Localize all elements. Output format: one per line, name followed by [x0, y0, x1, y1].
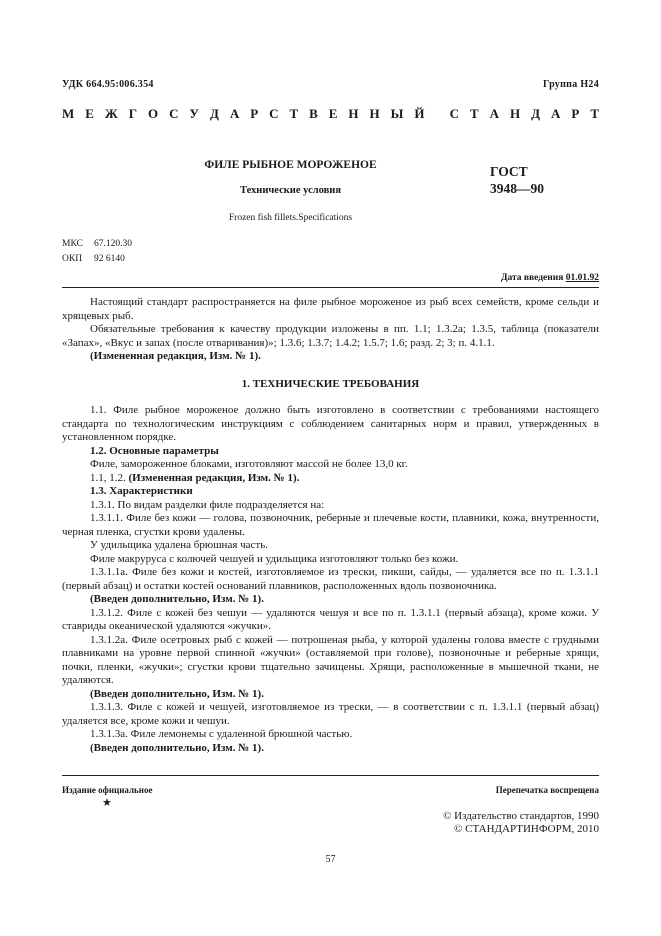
copyright-block — [443, 810, 599, 836]
interstate-standard-heading — [62, 106, 599, 122]
heading-letter: Т — [289, 106, 299, 121]
document-title: ФИЛЕ РЫБНОЕ МОРОЖЕНОЕ — [204, 159, 377, 171]
paragraph: Настоящий стандарт распространяется на филе рыбное мороженое из рыб всех семейств, кроме сельди и хрящевых рыб. — [62, 296, 599, 322]
heading-letter: Р — [571, 106, 580, 121]
heading-letter: Р — [250, 106, 259, 121]
paragraph: Обязательные требования к качеству продукции изложены в пп. 1.1; 1.3.2а; 1.3.5, таблица (показатели «Запах», «Вкус и запах (после отваривания)»; 1.3.6; 1.3.7; 1.4.2; 1.5.7; 1.6; разд. 2; 3; п. 4.1.1. — [62, 323, 599, 349]
heading-letter: Е — [85, 106, 94, 121]
subsection-heading: 1.2. Основные параметры — [90, 444, 219, 457]
heading-letter: Й — [414, 106, 425, 121]
official-edition-label: Издание официальное — [62, 785, 153, 795]
page-number: 57 — [325, 854, 336, 865]
heading-letter — [435, 106, 438, 122]
gost-code: 3948—90 — [490, 181, 544, 196]
heading-letter: Ы — [390, 106, 404, 121]
paragraph: 1.1. Филе рыбное мороженое должно быть изготовлено в соответствии с требованиями настоящего стандарта по технологическим инструкциям с соблюдением санитарных норм и правил, утвержденных в установленном порядке. — [62, 404, 599, 443]
mks-value: 67.120.30 — [94, 239, 132, 249]
heading-letter: Т — [590, 106, 599, 121]
heading-letter: У — [189, 106, 199, 121]
copyright-line: © Издательство стандартов, 1990 — [443, 810, 599, 822]
okp-value: 92 6140 — [94, 254, 125, 264]
paragraph: 1.3.1.1а. Филе без кожи и костей, изготовляемое из трески, пикши, сайды, — удаляется все по п. 1.3.1.1 (первый абзац) и остатки костей оснований плавников, расположенных вдоль позвоночника. — [62, 566, 599, 592]
heading-letter: Н — [510, 106, 521, 121]
paragraph: 1.3.1.2а. Филе осетровых рыб с кожей — потрошеная рыба, у которой удалены голова вместе с грудными плавниками на уровне первой спинной «жучки» (оставляемой при голове), позвоночные и реберные хрящи, почки, пленки, «жучки»; сгустки крови тщательно зачищены. Хрящи, расположенные в мышечной ткани, не удаляются. — [62, 633, 599, 686]
classification-codes — [62, 237, 132, 267]
amendment-note: (Измененная редакция, Изм. № 1). — [128, 471, 300, 484]
amendment-line — [62, 472, 599, 486]
paragraph: 1.3.1.2. Филе с кожей без чешуи — удаляются чешуя и все по п. 1.3.1.1 (первый абзаца), кроме кожи. У ставриды океанической удаляются «жучки». — [62, 606, 599, 632]
document-subtitle: Технические условия — [239, 185, 342, 196]
reprint-prohibited-label: Перепечатка воспрещена — [495, 785, 599, 795]
gost-label: ГОСТ — [490, 164, 528, 179]
paragraph: 1.3.1.1. Филе без кожи — голова, позвоночник, реберные и плечевые кости, плавники, кожа, внутренности, черная пленка, сгустки крови удалены. — [62, 512, 599, 538]
paragraph: Филе макруруса с колючей чешуей и удильщика изготовляют только без кожи. — [90, 552, 459, 565]
heading-letter: С — [169, 106, 179, 121]
heading-letter: Д — [209, 106, 219, 121]
intro-date — [501, 273, 599, 283]
paragraph: 1.3.1. По видам разделки филе подразделяется на: — [90, 498, 325, 511]
copyright-line: © СТАНДАРТИНФОРМ, 2010 — [454, 823, 599, 835]
footer-divider — [62, 775, 599, 776]
gost-number — [490, 163, 580, 197]
paragraph: 1.3.1.3. Филе с кожей и чешуей, изготовляемое из трески, — в соответствии с п. 1.3.1.1 (первый абзац) удаляется все, кроме кожи и чешуи. — [62, 701, 599, 727]
english-title: Frozen fish fillets.Specifications — [228, 213, 353, 223]
header-divider — [62, 287, 599, 288]
heading-letter: А — [229, 106, 240, 121]
heading-letter: Н — [369, 106, 380, 121]
amendment-note: (Введен дополнительно, Изм. № 1). — [90, 741, 264, 754]
paragraph: У удильщика удалена брюшная часть. — [90, 539, 269, 551]
amendment-note: (Введен дополнительно, Изм. № 1). — [90, 687, 264, 700]
amendment-note: (Измененная редакция, Изм. № 1). — [90, 350, 261, 362]
intro-date-value: 01.01.92 — [565, 273, 599, 283]
heading-letter: Г — [128, 106, 137, 121]
heading-letter: М — [62, 106, 75, 121]
document-body — [62, 296, 599, 755]
okp-label: ОКП — [62, 254, 83, 264]
heading-letter: А — [489, 106, 500, 121]
udk-code: УДК 664.95:006.354 — [62, 79, 154, 90]
heading-letter: Ж — [104, 106, 118, 121]
star-icon: ★ — [102, 797, 112, 809]
amendment-note: (Введен дополнительно, Изм. № 1). — [90, 593, 264, 605]
paragraph: 1.3.1.3а. Филе лемонемы с удаленной брюшной частью. — [90, 728, 353, 740]
heading-letter: С — [269, 106, 279, 121]
subsection-heading: 1.3. Характеристики — [90, 485, 193, 497]
heading-letter: С — [449, 106, 460, 121]
heading-letter: Е — [328, 106, 338, 121]
heading-letter: Д — [531, 106, 541, 121]
heading-letter: О — [147, 106, 159, 121]
section-heading: 1. ТЕХНИЧЕСКИЕ ТРЕБОВАНИЯ — [241, 377, 420, 390]
intro-date-label: Дата введения — [500, 273, 566, 283]
mks-label: МКС — [62, 239, 83, 249]
heading-letter: Н — [348, 106, 359, 121]
heading-letter: В — [309, 106, 318, 121]
clause-ref: 1.1, 1.2. — [90, 471, 129, 484]
group-code: Группа Н24 — [543, 79, 599, 90]
heading-letter: А — [551, 106, 561, 121]
paragraph: Филе, замороженное блоками, изготовляют массой не более 13,0 кг. — [90, 458, 408, 470]
heading-letter: Т — [470, 106, 479, 121]
